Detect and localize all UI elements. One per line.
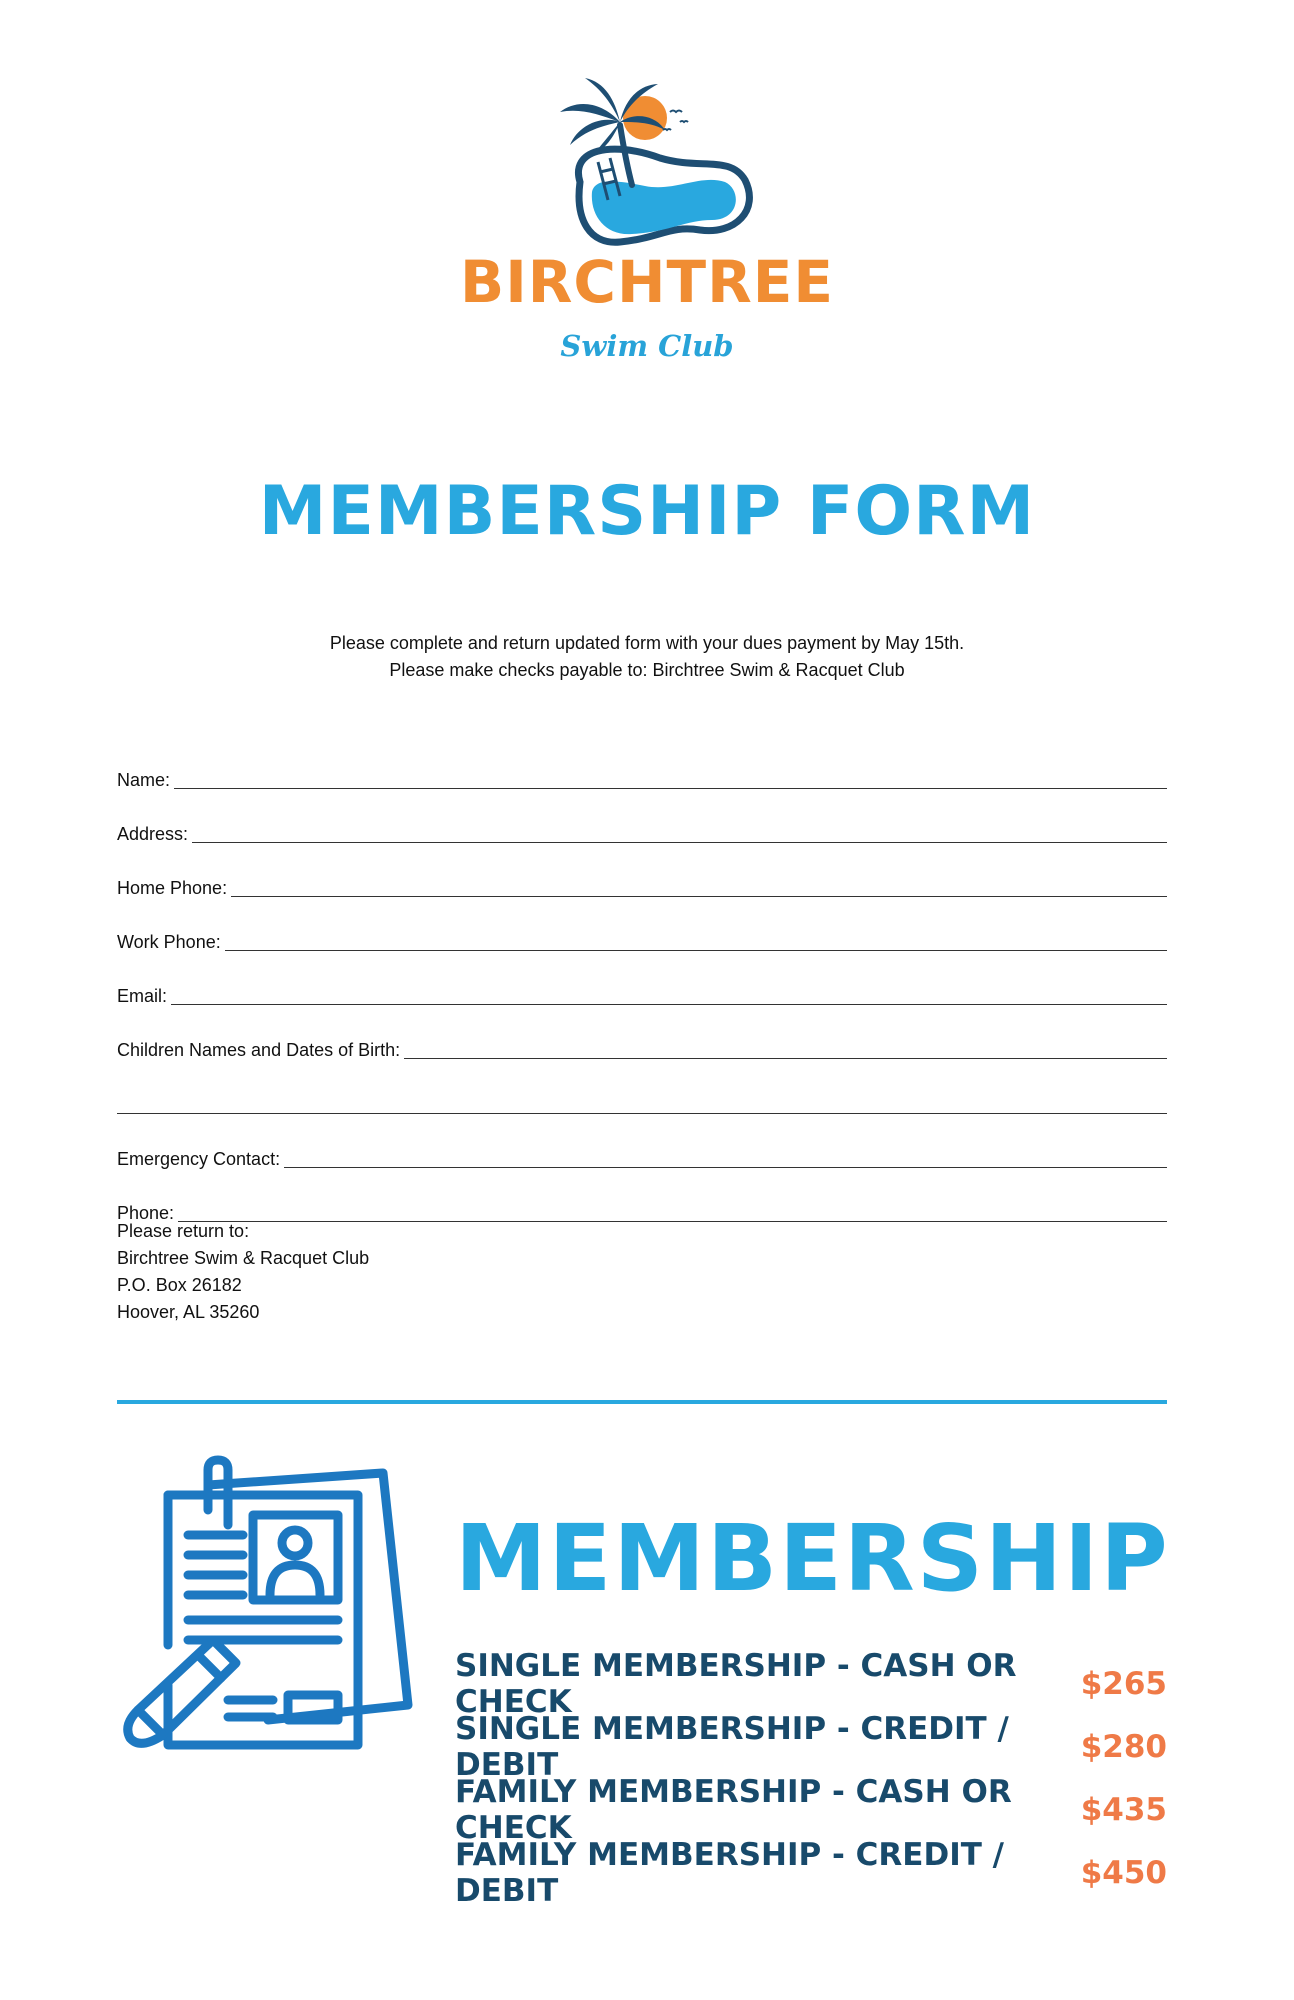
field-label: Work Phone: (117, 932, 221, 952)
section-divider (117, 1400, 1167, 1404)
work-phone-field (117, 899, 1167, 953)
membership-option-price: $435 (1080, 1791, 1167, 1828)
membership-heading: MEMBERSHIP (455, 1505, 1170, 1612)
field-label: Email: (117, 986, 168, 1006)
form-fields (117, 737, 1167, 1224)
brand-subtitle: Swim Club (560, 329, 734, 363)
membership-price-list (455, 1647, 1167, 1909)
price-row (455, 1836, 1167, 1909)
return-address-line: Please return to: (117, 1221, 250, 1241)
work-phone-input-line[interactable] (225, 928, 1167, 951)
phone-field (117, 1170, 1167, 1224)
bird-icon (670, 111, 682, 113)
field-label: Address: (117, 824, 189, 844)
membership-option-price: $450 (1080, 1854, 1167, 1891)
children-continuation-line[interactable] (117, 1091, 1167, 1114)
membership-option-label: FAMILY MEMBERSHIP - CASH OR CHECK (455, 1773, 1012, 1846)
field-label: Home Phone: (117, 878, 228, 898)
name-input-line[interactable] (174, 766, 1167, 789)
field-label: Name: (117, 770, 171, 790)
return-address-line: Birchtree Swim & Racquet Club (117, 1248, 370, 1268)
field-label: Phone: (117, 1203, 175, 1223)
pool-water (592, 180, 736, 234)
birchtree-logo (520, 70, 780, 250)
name-field (117, 737, 1167, 791)
home-phone-input-line[interactable] (231, 874, 1167, 897)
emergency-contact-input-line[interactable] (284, 1145, 1167, 1168)
email-field (117, 953, 1167, 1007)
intro-text (0, 630, 1294, 684)
address-input-line[interactable] (192, 820, 1167, 843)
membership-option-label: SINGLE MEMBERSHIP - CASH OR CHECK (455, 1647, 1017, 1720)
field-label: Children Names and Dates of Birth: (117, 1040, 401, 1060)
email-input-line[interactable] (171, 982, 1167, 1005)
price-row (455, 1710, 1167, 1783)
address-field (117, 791, 1167, 845)
intro-line: Please make checks payable to: Birchtree Swim & Racquet Club (389, 660, 905, 680)
membership-option-label: FAMILY MEMBERSHIP - CREDIT / DEBIT (455, 1836, 1005, 1909)
children-continuation-field (117, 1061, 1167, 1116)
brand-name: BIRCHTREE (459, 248, 835, 316)
home-phone-field (117, 845, 1167, 899)
price-row (455, 1647, 1167, 1720)
children-input-line[interactable] (404, 1036, 1167, 1059)
return-address (117, 1218, 369, 1326)
page-title: MEMBERSHIP FORM (258, 472, 1036, 551)
return-address-line: P.O. Box 26182 (117, 1275, 242, 1295)
intro-line: Please complete and return updated form with your dues payment by May 15th. (329, 633, 965, 653)
membership-option-price: $280 (1080, 1728, 1167, 1765)
emergency-contact-field (117, 1116, 1167, 1170)
membership-document-icon (118, 1455, 423, 1760)
membership-option-price: $265 (1080, 1665, 1167, 1702)
field-label: Emergency Contact: (117, 1149, 281, 1169)
price-row (455, 1773, 1167, 1846)
children-field (117, 1007, 1167, 1061)
return-address-line: Hoover, AL 35260 (117, 1302, 260, 1322)
membership-option-label: SINGLE MEMBERSHIP - CREDIT / DEBIT (455, 1710, 1009, 1783)
bird-icon (680, 121, 688, 122)
